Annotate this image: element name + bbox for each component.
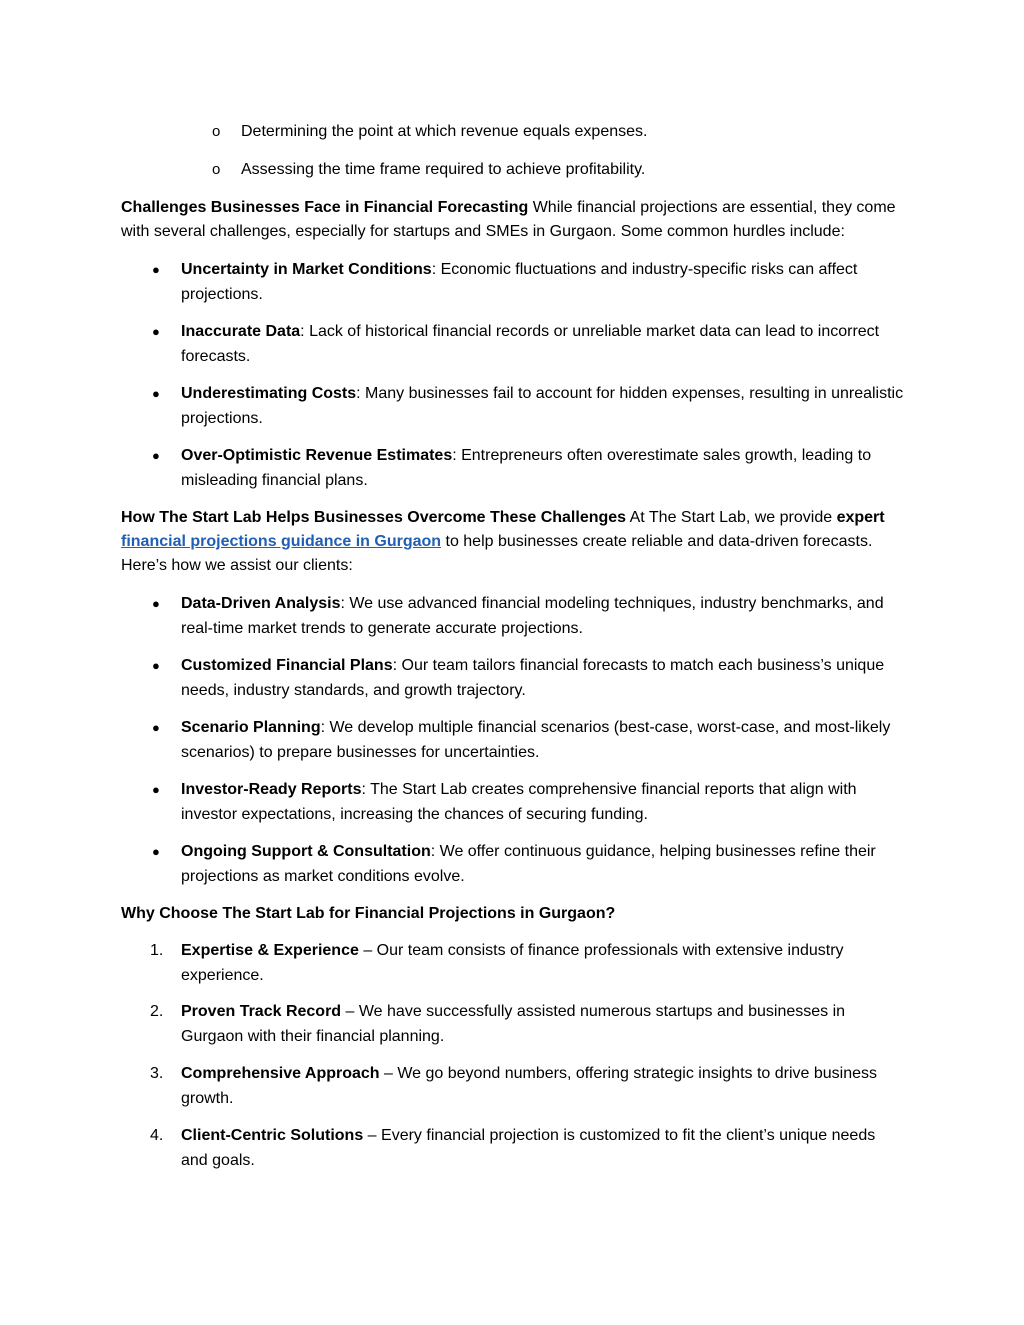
numbered-item <box>150 1124 905 1173</box>
bullet-item <box>150 382 905 431</box>
bullet-item <box>150 716 905 765</box>
bullet-dot-icon: ● <box>152 658 160 673</box>
sub-list-item-text: Assessing the time frame required to achieve profitability. <box>241 161 646 178</box>
bullet-item-text: : Economic fluctuations and industry-specific risks can affect projections. <box>181 261 858 303</box>
help-intro-bold: expert <box>836 509 885 526</box>
bullet-dot-icon: ● <box>152 262 160 277</box>
numbered-item-title: Expertise & Experience <box>181 942 359 959</box>
bullet-item-text: : Entrepreneurs often overestimate sales growth, leading to misleading financial plans. <box>181 447 872 489</box>
help-intro-b: to help businesses create reliable and data-driven forecasts. Here’s how we assist our clients: <box>121 533 873 574</box>
bullet-item-text: : Lack of historical financial records or unreliable market data can lead to incorrect forecasts. <box>181 323 880 365</box>
help-heading: How The Start Lab Helps Businesses Overcome These Challenges <box>121 509 627 526</box>
bullet-item-title: Data-Driven Analysis <box>181 595 341 612</box>
bullet-item-text: : Many businesses fail to account for hidden expenses, resulting in unrealistic projections. <box>181 385 904 427</box>
numbered-item-title: Proven Track Record <box>181 1003 342 1020</box>
help-intro-a: At The Start Lab, we provide <box>626 509 837 526</box>
list-number: 1. <box>150 942 164 959</box>
list-number: 4. <box>150 1127 164 1144</box>
numbered-item-text: – We go beyond numbers, offering strategic insights to drive business growth. <box>181 1065 878 1107</box>
bullet-item-title: Ongoing Support & Consultation <box>181 843 431 860</box>
bullet-dot-icon: ● <box>152 324 160 339</box>
bullet-dot-icon: ● <box>152 844 160 859</box>
numbered-item-text: – Our team consists of finance professionals with extensive industry experience. <box>181 942 844 984</box>
numbered-item <box>150 939 905 988</box>
bullet-item <box>150 444 905 493</box>
help-paragraph <box>121 506 906 578</box>
bullet-item-text: : We offer continuous guidance, helping businesses refine their projections as market conditions evolve. <box>181 843 876 885</box>
numbered-item <box>150 1062 905 1111</box>
bullet-dot-icon: ● <box>152 386 160 401</box>
list-number: 3. <box>150 1065 164 1082</box>
bullet-dot-icon: ● <box>152 720 160 735</box>
bullet-dot-icon: ● <box>152 782 160 797</box>
bullet-item <box>150 840 905 889</box>
bullet-item-title: Underestimating Costs <box>181 385 357 402</box>
bullet-item-text: : We develop multiple financial scenarios (best-case, worst-case, and most-likely scenarios) to prepare businesses for uncertainties. <box>181 719 891 761</box>
circle-bullet-marker: o <box>212 161 221 178</box>
bullet-item-text: : The Start Lab creates comprehensive financial reports that align with investor expectations, increasing the chances of securing funding. <box>181 781 857 823</box>
challenges-intro: While financial projections are essential, they come with several challenges, especially for startups and SMEs in Gurgaon. Some common hurdles include: <box>121 199 896 240</box>
challenges-heading: Challenges Businesses Face in Financial Forecasting <box>121 199 529 216</box>
list-number: 2. <box>150 1003 164 1020</box>
bullet-item-title: Scenario Planning <box>181 719 321 736</box>
bullet-item-title: Uncertainty in Market Conditions <box>181 261 432 278</box>
numbered-item-text: – Every financial projection is customized to fit the client’s unique needs and goals. <box>181 1127 876 1169</box>
bullet-item <box>150 320 905 369</box>
circle-bullet-marker: o <box>212 123 221 140</box>
bullet-item-text: : We use advanced financial modeling techniques, industry benchmarks, and real-time market trends to generate accurate projections. <box>181 595 884 637</box>
bullet-item <box>150 778 905 827</box>
financial-projections-link[interactable]: financial projections guidance in Gurgaon <box>121 533 442 550</box>
bullet-item-text: : Our team tailors financial forecasts to match each business’s unique needs, industry standards, and growth trajectory. <box>181 657 885 699</box>
challenges-paragraph <box>121 196 906 244</box>
sub-list-item-text: Determining the point at which revenue equals expenses. <box>241 123 648 140</box>
bullet-item <box>150 592 905 641</box>
numbered-item-text: – We have successfully assisted numerous startups and businesses in Gurgaon with their financial planning. <box>181 1003 846 1045</box>
bullet-item <box>150 258 905 307</box>
bullet-dot-icon: ● <box>152 448 160 463</box>
why-paragraph <box>121 902 906 926</box>
bullet-dot-icon: ● <box>152 596 160 611</box>
bullet-item-title: Over-Optimistic Revenue Estimates <box>181 447 453 464</box>
numbered-item-title: Client-Centric Solutions <box>181 1127 364 1144</box>
bullet-item-title: Inaccurate Data <box>181 323 301 340</box>
bullet-item-title: Customized Financial Plans <box>181 657 393 674</box>
numbered-item <box>150 1000 905 1049</box>
bullet-item <box>150 654 905 703</box>
numbered-item-title: Comprehensive Approach <box>181 1065 380 1082</box>
bullet-item-title: Investor-Ready Reports <box>181 781 362 798</box>
why-heading: Why Choose The Start Lab for Financial Projections in Gurgaon? <box>121 905 616 922</box>
